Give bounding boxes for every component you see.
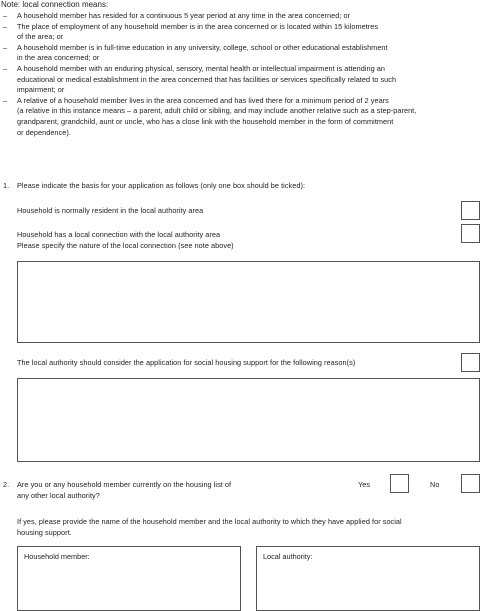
q1-number: 1. [3,181,10,190]
q2-followup-line1: If yes, please provide the name of the household member and the local authority to which they have applied for social [17,517,402,526]
note-item-line: educational or medical establishment in the area concerned that has facilities or services specifically related to such [17,74,397,84]
household-member-field[interactable] [17,546,241,611]
note-item-line: impairment; or [17,85,65,95]
local-authority-label: Local authority: [263,552,313,561]
other-reason-textarea[interactable] [17,378,480,462]
option-connection-label: Household has a local connection with the local authority area [17,230,221,239]
q2-number: 2. [3,480,10,489]
note-item-line: The place of employment of any household member is in the area concerned or is located within 15 kilometres [17,21,379,31]
note-title: Note: local connection means: [1,0,109,9]
note-bullet-dash: – [3,21,8,31]
note-item-line: (a relative in this instance means – a parent, adult child or sibling, and may include another relative such as a step-parent, [17,106,417,116]
note-item-line: A household member is in full-time education in any university, college, school or other educational establishment [17,42,388,52]
note-item-line: in the area concerned; or [17,53,100,63]
note-item-line: A household member with an enduring physical, sensory, mental health or intellectual impairment is attending an [17,64,386,73]
note-item-line: of the area; or [17,32,64,42]
option-connection-checkbox[interactable] [461,224,480,243]
note-bullet-dash: – [3,42,8,52]
q2-question-line1: Are you or any household member currently on the housing list of [17,480,232,489]
option-resident-checkbox[interactable] [461,201,480,220]
note-bullet-dash: – [3,95,8,105]
note-item-line: A relative of a household member lives in the area concerned and has lived there for a minimum period of 2 years [17,95,389,105]
note-bullet-dash: – [3,64,8,73]
q2-no-label: No [430,480,440,489]
option-resident-label: Household is normally resident in the local authority area [17,206,204,215]
q2-question-line2: any other local authority? [17,490,100,500]
household-member-label: Household member: [24,552,90,561]
q2-yes-checkbox[interactable] [390,474,409,493]
local-connection-textarea[interactable] [17,261,480,343]
q2-yes-label: Yes [358,480,371,489]
note-item-line: or dependence). [17,127,71,137]
local-authority-field[interactable] [256,546,480,611]
note-bullet-dash: – [3,11,8,20]
q2-followup-line2: housing support. [17,527,72,537]
option-other-reason-checkbox[interactable] [461,353,480,372]
option-other-reason-label: The local authority should consider the application for social housing support for the following reason(s) [17,358,356,367]
q1-question: Please indicate the basis for your application as follows (only one box should be ticked): [17,181,306,190]
note-item-line: grandparent, grandchild, aunt or uncle, who has a close link with the household member in the form of commitment [17,117,394,126]
q2-no-checkbox[interactable] [461,474,480,493]
option-connection-specify-label: Please specify the nature of the local connection (see note above) [17,240,234,250]
note-item-line: A household member has resided for a continuous 5 year period at any time in the area concerned; or [17,11,351,20]
